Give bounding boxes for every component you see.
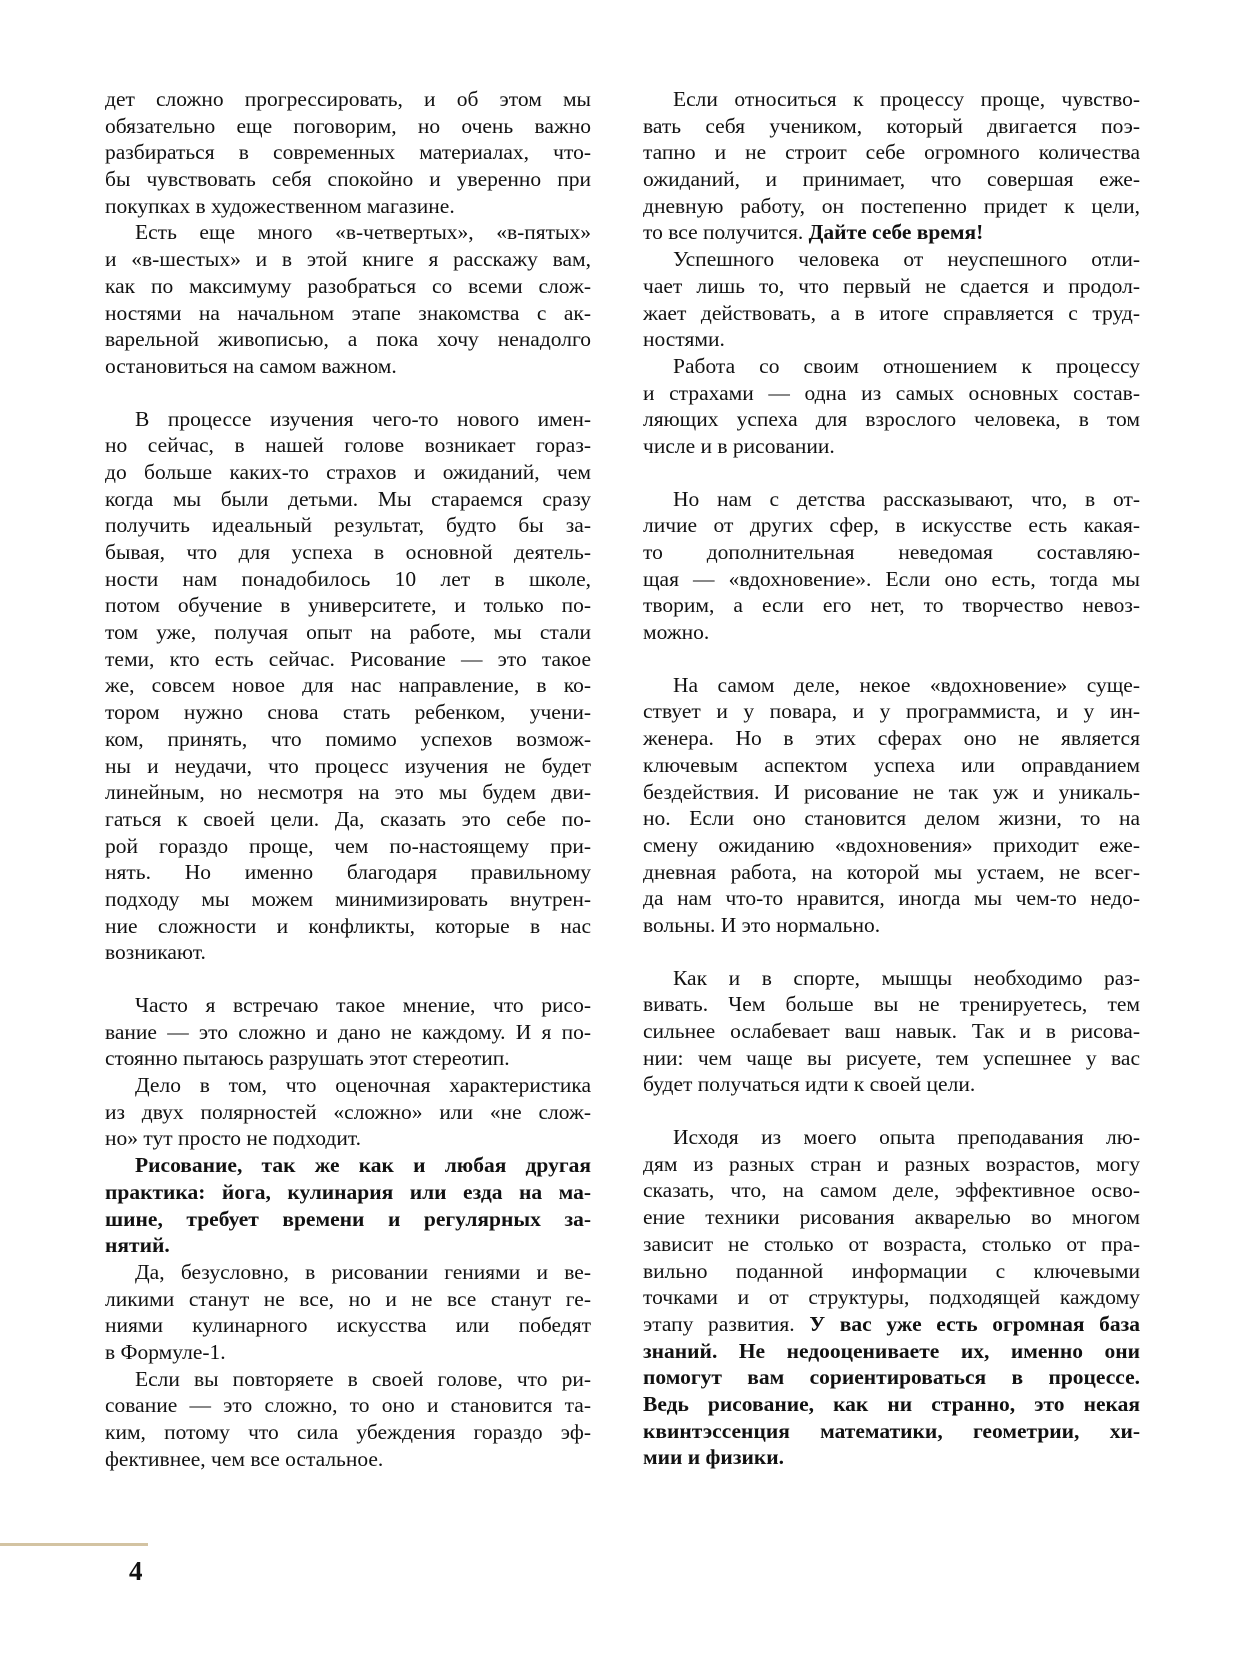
text-run: щая — «вдохновение». Если оно есть, тогда мы [643,566,1140,591]
paragraph-spacer [643,1098,1140,1124]
text-line [643,832,1140,859]
text-run: дям из разных стран и разных возрастов, могу [643,1151,1140,1176]
text-line [643,912,1140,939]
text-run: вать себя учеником, который двигается поэ- [643,113,1140,138]
text-line [105,1232,591,1259]
text-run: потом обучение в университете, и только по- [105,593,591,618]
text-line [643,1284,1140,1311]
text-run: ностями. [643,327,725,352]
text-run: вивать. Чем больше вы не тренируетесь, тем [643,992,1140,1017]
text-line [643,1418,1140,1445]
text-line [643,1338,1140,1365]
text-line [643,1204,1140,1231]
paragraph [105,1259,591,1366]
text-run: обязательно еще поговорим, но очень важно [105,113,591,138]
text-line [643,805,1140,832]
text-line [643,273,1140,300]
text-run: зависит не столько от возраста, столько от пра- [643,1231,1140,1256]
text-run: да нам что-то нравится, иногда мы чем-то недо- [643,886,1140,911]
text-run: теми, кто есть сейчас. Рисование — это такое [105,646,591,671]
text-run: ностями на начальном этапе знакомства с ак- [105,300,591,325]
text-line [643,1151,1140,1178]
text-run: помогут вам сориентироваться в процессе. [643,1365,1140,1390]
text-run: будет получаться идти к своей цели. [643,1072,976,1097]
paragraph [643,486,1140,646]
text-run: знаний. Не недооцениваете их, именно они [643,1338,1140,1363]
text-run: разбираться в современных материалах, что- [105,140,591,165]
text-line [105,539,591,566]
text-line [643,166,1140,193]
text-line [105,1286,591,1313]
text-line [643,1444,1140,1471]
left-column [105,86,591,1472]
text-line [105,806,591,833]
text-run: Ведь рисование, как ни странно, это некая [643,1391,1140,1416]
text-line [105,1206,591,1233]
text-line [105,1019,591,1046]
text-line [643,113,1140,140]
text-run: Есть еще много «в-четвертых», «в-пятых» [135,220,591,245]
text-line [643,1258,1140,1285]
text-run: рой гораздо проще, чем по-настоящему при- [105,833,591,858]
text-line [105,699,591,726]
text-line [105,619,591,646]
text-line [643,885,1140,912]
text-run: из двух полярностей «сложно» или «не слож- [105,1099,591,1124]
text-line [105,672,591,699]
text-line [105,1392,591,1419]
text-line [105,592,591,619]
text-line [105,353,591,380]
text-run: Работа со своим отношением к процессу [673,353,1140,378]
text-line [105,1259,591,1286]
text-line [105,300,591,327]
text-run: ликими станут не все, но и не все станут ге- [105,1286,591,1311]
text-run: чает лишь то, что первый не сдается и продол- [643,273,1140,298]
text-line [105,406,591,433]
emphasis-text: У вас уже есть огромная база [809,1311,1140,1336]
text-line [105,1339,591,1366]
text-line [643,965,1140,992]
text-line [105,1099,591,1126]
text-line [643,752,1140,779]
text-line [105,1045,591,1072]
text-run: то все получится. [643,220,809,245]
text-run: ожиданий, и принимает, что совершая еже- [643,167,1140,192]
text-run: шине, требует времени и регулярных за- [105,1206,591,1231]
paragraph [643,353,1140,460]
text-line [643,300,1140,327]
text-line [643,1124,1140,1151]
text-run: варельной живописью, а пока хочу ненадолго [105,327,591,352]
text-line [643,1231,1140,1258]
text-run: остановиться на самом важном. [105,353,397,378]
text-run: сказать, что, на самом деле, эффективное осво- [643,1178,1140,1203]
text-line [105,326,591,353]
paragraph [643,86,1140,246]
text-run: Да, безусловно, в рисовании гениями и ве- [135,1259,591,1284]
text-line [643,326,1140,353]
text-line [105,646,591,673]
text-run: нии: чем чаще вы рисуете, тем успешнее у вас [643,1045,1140,1070]
text-run: женера. Но в этих сферах оно не является [643,726,1140,751]
text-line [105,1072,591,1099]
text-line [643,86,1140,113]
text-line [643,139,1140,166]
text-run: и «в-шестых» и в этой книге я расскажу вам, [105,247,591,272]
text-line [643,353,1140,380]
text-line [643,1177,1140,1204]
text-run: тором нужно снова стать ребенком, учени- [105,700,591,725]
text-line [643,619,1140,646]
text-line [643,1364,1140,1391]
text-run: но» тут просто не подходит. [105,1126,361,1151]
text-run: как по максимуму разобраться со всеми слож- [105,273,591,298]
text-run: бездействия. И рисование не так уж и уникаль- [643,779,1140,804]
text-run: точками и от структуры, подходящей каждому [643,1285,1140,1310]
text-run: ствует и у повара, и у программиста, и у ин- [643,699,1140,724]
paragraph [105,1366,591,1473]
text-run: вильно поданной информации с ключевыми [643,1258,1140,1283]
text-line [643,512,1140,539]
right-column [643,86,1140,1471]
text-line [643,1045,1140,1072]
text-run: в Формуле-1. [105,1339,226,1364]
text-line [643,486,1140,513]
text-run: вание — это сложно и дано не каждому. И я по- [105,1019,591,1044]
text-run: получить идеальный результат, будто бы за- [105,513,591,538]
text-run: нятий. [105,1233,170,1258]
text-run: ким, потому что сила убеждения гораздо эф- [105,1420,591,1444]
text-run: творим, а если его нет, то творчество невоз- [643,593,1140,618]
text-line [105,939,591,966]
text-run: этапу развития. [643,1311,810,1336]
text-line [105,566,591,593]
text-line [105,86,591,113]
paragraph-spacer [105,966,591,992]
text-line [105,1366,591,1393]
text-line [105,913,591,940]
text-line [105,726,591,753]
text-run: фективнее, чем все остальное. [105,1446,384,1471]
text-run: Как и в спорте, мышцы необходимо раз- [673,965,1140,990]
text-line [105,779,591,806]
text-line [105,1152,591,1179]
text-line [643,698,1140,725]
text-line [105,486,591,513]
text-line [643,433,1140,460]
paragraph [105,86,591,219]
text-run: Исходя из моего опыта преподавания лю- [673,1125,1140,1150]
text-line [105,859,591,886]
text-line [105,246,591,273]
text-line [105,1179,591,1206]
text-run: На самом деле, некое «вдохновение» суще- [673,672,1140,697]
text-run: Но нам с детства рассказывают, что, в от- [673,486,1140,511]
text-run: дет сложно прогрессировать, и об этом мы [105,87,591,111]
paragraph [105,219,591,379]
text-run: личие от других сфер, в искусстве есть какая- [643,513,1140,538]
text-run: но сейчас, в нашей голове возникает гораз- [105,433,591,458]
text-run: ляющих успеха для взрослого человека, в том [643,407,1140,432]
text-run: сование — это сложно, то оно и становится та- [105,1393,591,1418]
text-run: Успешного человека от неуспешного отли- [673,247,1140,272]
text-run: практика: йога, кулинария или езда на ма- [105,1179,591,1204]
paragraph-spacer [643,646,1140,672]
page-number: 4 [129,1556,143,1586]
text-run: Рисование, так же как и любая другая [135,1153,591,1178]
text-line [105,1312,591,1339]
text-line [643,859,1140,886]
text-run: и страхами — одна из самых основных состав- [643,380,1140,405]
text-line [643,592,1140,619]
text-line [643,1018,1140,1045]
text-run: смену ожиданию «вдохновения» приходит еже- [643,832,1140,857]
text-run: В процессе изучения чего-то нового имен- [135,406,591,431]
text-run: возникают. [105,940,206,965]
text-line [643,779,1140,806]
text-line [105,166,591,193]
text-line [643,1391,1140,1418]
text-run: ние сложности и конфликты, которые в нас [105,913,591,938]
text-run: тапно и не строит себе огромного количества [643,140,1140,165]
text-run: Дело в том, что оценочная характеристика [135,1073,591,1098]
text-line [105,1125,591,1152]
text-run: можно. [643,620,710,645]
text-line [105,219,591,246]
text-run: но. Если оно становится делом жизни, то на [643,806,1140,831]
text-line [643,539,1140,566]
text-run: вольны. И это нормально. [643,912,881,937]
text-run: Если относиться к процессу проще, чувство- [673,87,1140,111]
text-line [105,753,591,780]
text-run: дневную работу, он постепенно придет к цели, [643,193,1140,218]
text-line [105,432,591,459]
text-line [643,380,1140,407]
footer-rule [0,1543,148,1546]
text-run: покупках в художественном магазине. [105,193,455,218]
text-run: гаться к своей цели. Да, сказать это себе по- [105,806,591,831]
text-line [105,512,591,539]
text-run: том уже, получая опыт на работе, мы стали [105,620,591,645]
text-run: квинтэссенция математики, геометрии, хи- [643,1418,1140,1443]
text-run: Часто я встречаю такое мнение, что рисо- [135,993,591,1017]
text-run: стоянно пытаюсь разрушать этот стереотип. [105,1046,510,1071]
text-line [643,193,1140,220]
text-run: ности нам понадобилось 10 лет в школе, [105,566,591,591]
text-run: сильнее ослабевает ваш навык. Так и в рисова- [643,1019,1140,1043]
text-run: дневная работа, на которой мы устаем, не всег- [643,859,1140,884]
paragraph [105,992,591,1072]
text-run: до больше каких-то страхов и ожиданий, чем [105,459,591,484]
text-run: бы чувствовать себя спокойно и уверенно при [105,167,591,192]
text-line [643,219,1140,246]
emphasis-text: Дайте себе время! [808,220,984,245]
text-line [105,139,591,166]
text-run: же, совсем новое для нас направление, в ко- [105,673,591,698]
text-line [105,833,591,860]
text-run: числе и в рисовании. [643,433,835,458]
paragraph [643,672,1140,939]
text-line [643,1311,1140,1338]
text-run: бывая, что для успеха в основной деятель- [105,540,591,564]
paragraph-spacer [105,380,591,406]
text-line [643,1071,1140,1098]
text-line [105,273,591,300]
paragraph [643,1124,1140,1471]
text-line [105,459,591,486]
paragraph [643,246,1140,353]
text-line [643,991,1140,1018]
text-run: жает действовать, а в итоге справляется с труд- [643,300,1140,325]
text-line [643,672,1140,699]
text-line [643,246,1140,273]
paragraph [643,965,1140,1098]
paragraph [105,1072,591,1152]
text-line [105,193,591,220]
text-run: ение техники рисования акварелью во многом [643,1205,1140,1230]
paragraph [105,1152,591,1259]
text-line [643,406,1140,433]
text-run: ком, принять, что помимо успехов возмож- [105,726,591,751]
text-run: ключевым аспектом успеха или оправданием [643,752,1140,777]
text-line [105,1419,591,1446]
text-run: когда мы были детьми. Мы стараемся сразу [105,486,591,511]
text-run: нять. Но именно благодаря правильному [105,860,591,885]
text-run: Если вы повторяете в своей голове, что ри- [135,1366,591,1391]
text-line [105,113,591,140]
text-line [105,886,591,913]
text-run: ниями кулинарного искусства или победят [105,1313,591,1338]
paragraph [105,406,591,966]
text-run: подходу мы можем минимизировать внутрен- [105,886,591,911]
text-run: то дополнительная неведомая составляю- [643,540,1140,564]
paragraph-spacer [643,939,1140,965]
text-line [643,725,1140,752]
text-run: ны и неудачи, что процесс изучения не будет [105,753,591,778]
text-line [105,1446,591,1473]
paragraph-spacer [643,460,1140,486]
text-line [105,992,591,1019]
text-run: линейным, но несмотря на это мы будем дви- [105,780,591,805]
text-line [643,566,1140,593]
text-run: мии и физики. [643,1445,784,1470]
